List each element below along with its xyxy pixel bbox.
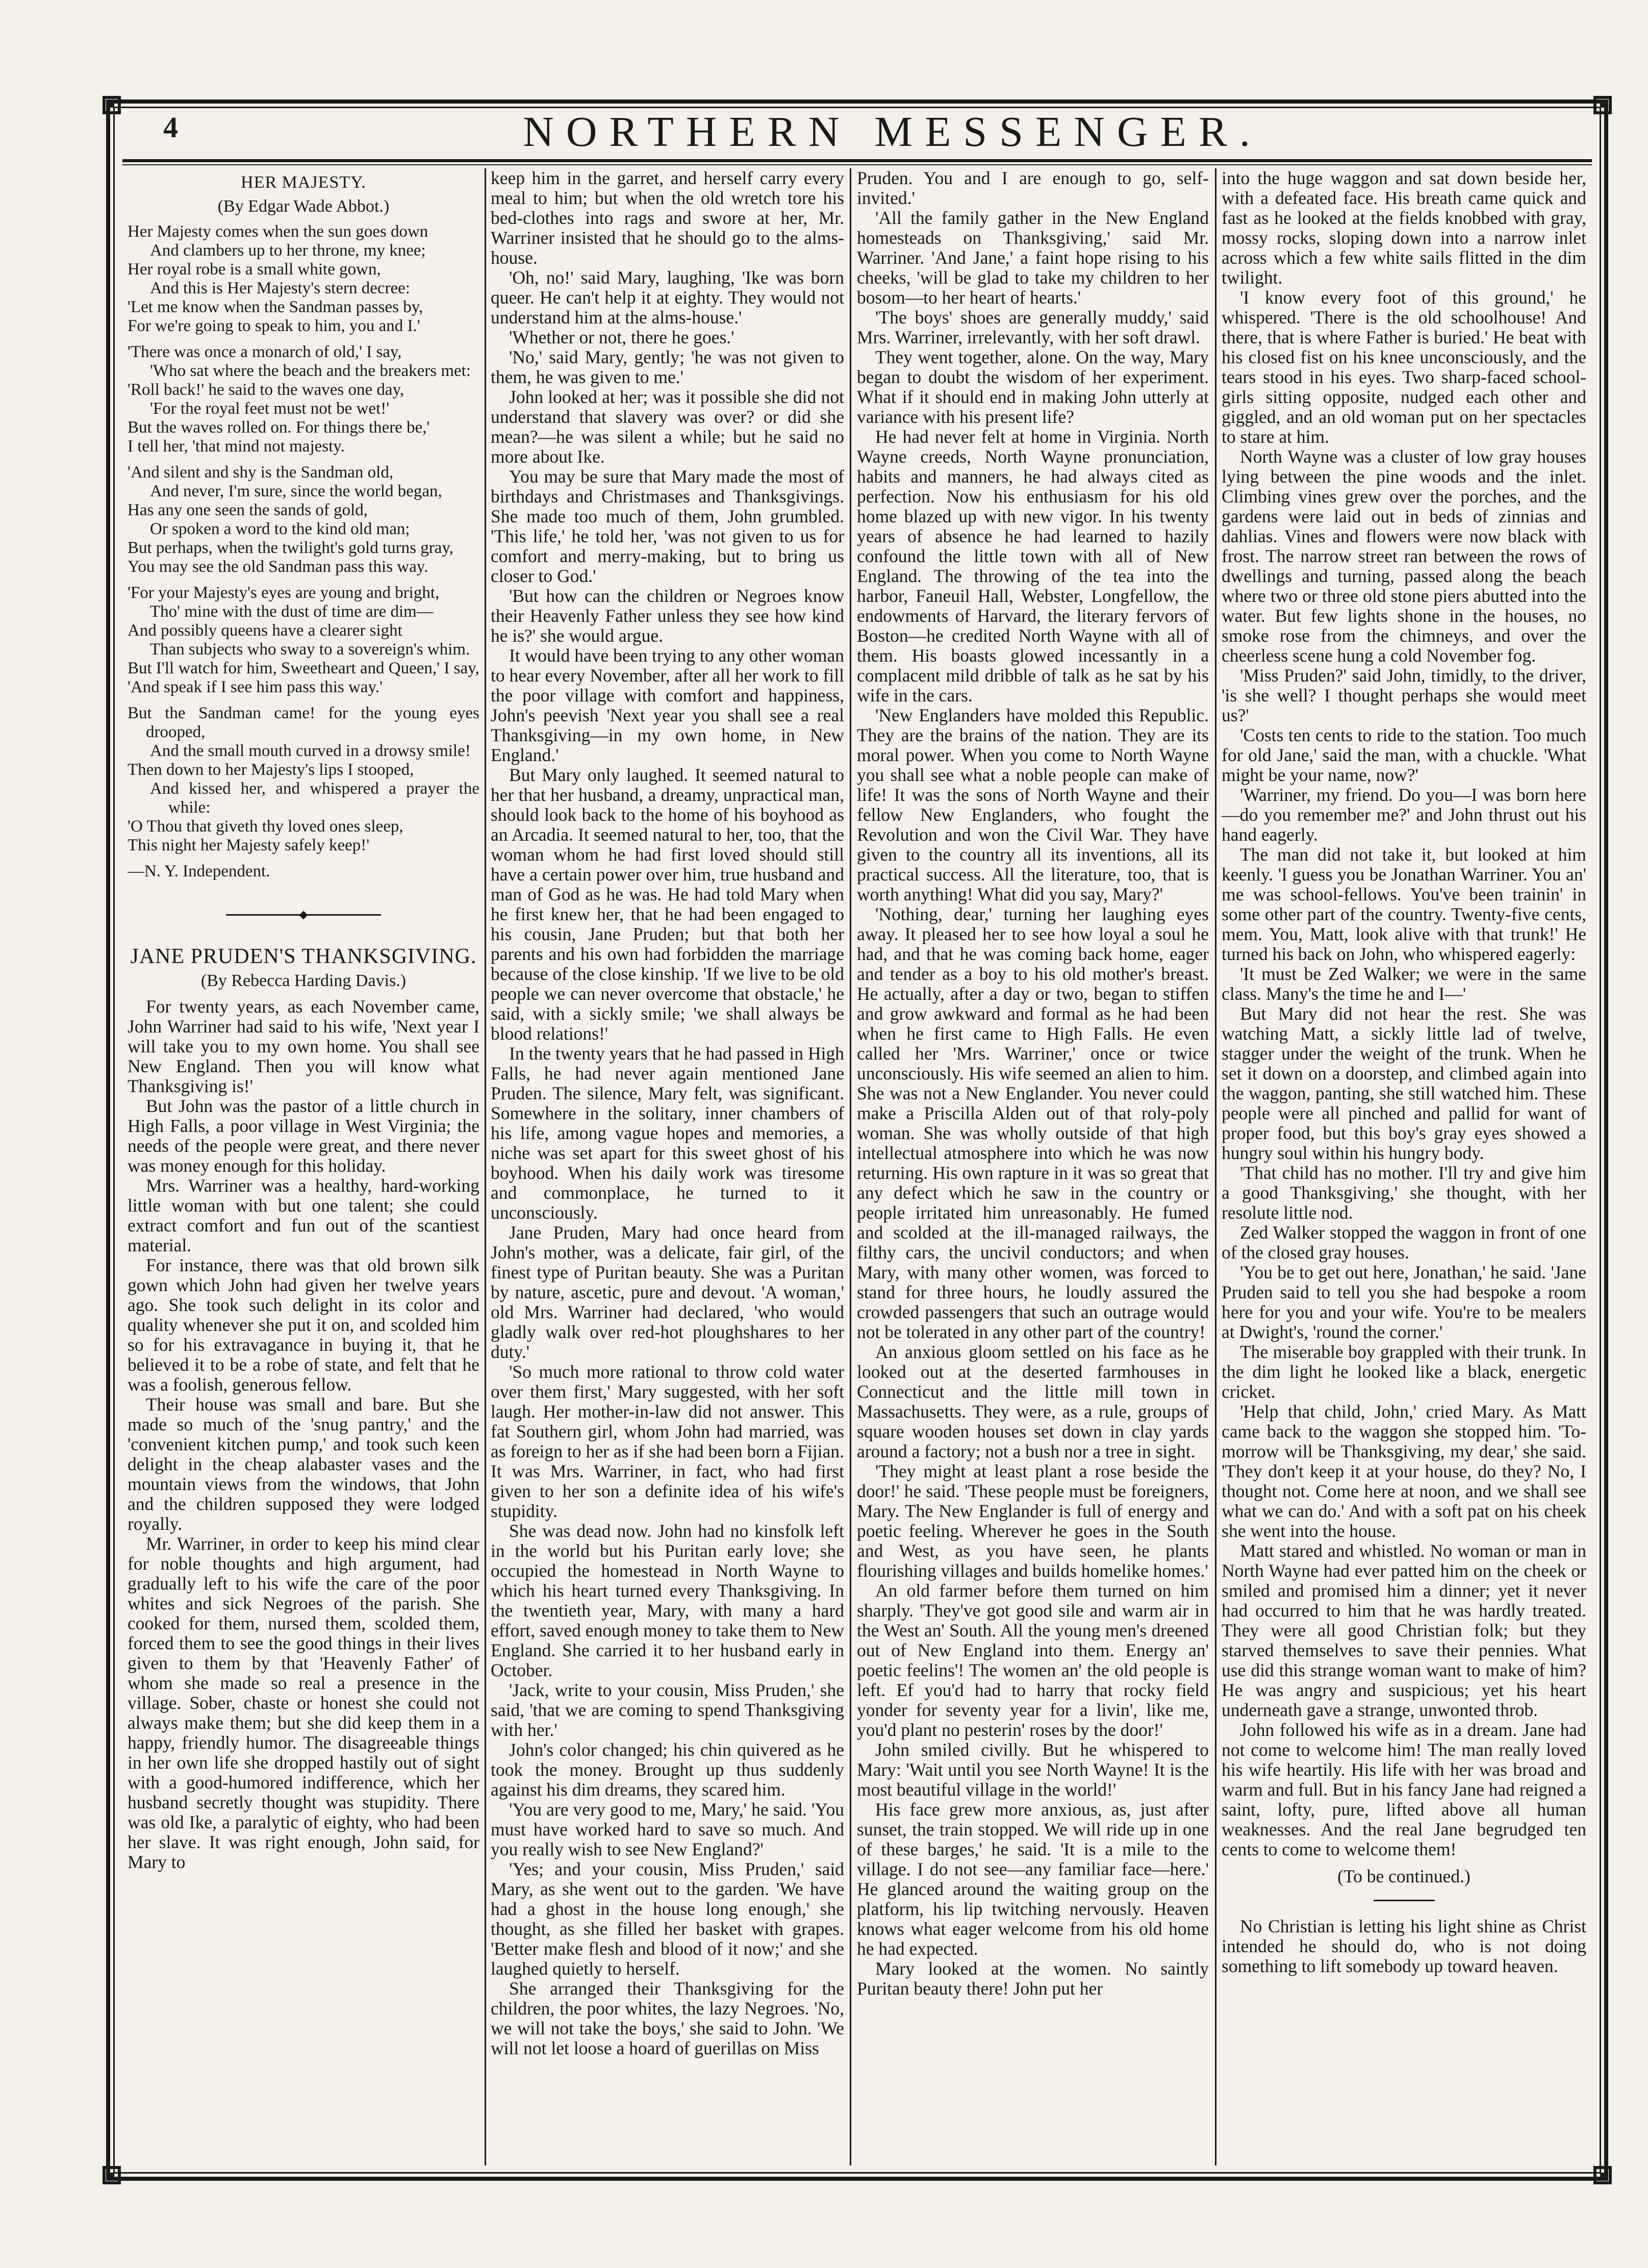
story-paragraph: Jane Pruden, Mary had once heard from John's mother, was a delicate, fair girl, of the finest type of Puritan beauty. She was a Puritan by nature, ascetic, pure and devout. 'A woman,' old Mrs. Warriner had declared, 'who would gladly walk over red-hot ploughshares to her duty.' (491, 1222, 844, 1362)
poem-line: But the Sandman came! for the young eyes drooped, (128, 704, 479, 741)
story-paragraph: 'Oh, no!' said Mary, laughing, 'Ike was born queer. He can't help it at eighty. They would not understand him at the alms-house.' (491, 267, 844, 327)
poem-line: Then down to her Majesty's lips I stooped, (128, 761, 414, 779)
story-paragraph: Pruden. You and I are enough to go, self-invited.' (857, 168, 1209, 208)
column-2 (491, 168, 844, 2163)
story-paragraph: For instance, there was that old brown silk gown which John had given her twelve years ago. She took such delight in its color and quality whenever she put it on, and scolded him so for his extravagance in buying it, that he believed it to be a robe of state, and felt that he was a foolish, generous fellow. (128, 1255, 479, 1395)
poem-line: 'For your Majesty's eyes are young and bright, (128, 584, 440, 602)
filler-paragraph: No Christian is letting his light shine as Christ intended he should do, who is not doing something to lift somebody up toward heaven. (1222, 1916, 1586, 1976)
poem-line: Her royal robe is a small white gown, (128, 260, 381, 279)
poem-stanza (128, 584, 479, 697)
column-3 (857, 168, 1209, 2163)
poem-stanza (128, 463, 479, 576)
story-paragraph: 'You are very good to me, Mary,' he said. 'You must have worked hard to save so much. And you really wish to see New England?' (491, 1799, 844, 1859)
poem-line: And kissed her, and whispered a prayer the while: (150, 779, 479, 817)
poem-stanza (128, 343, 479, 456)
poem-line: Than subjects who sway to a sovereign's whim. (150, 640, 470, 659)
column-4 (1222, 168, 1586, 2163)
story-paragraph: 'All the family gather in the New England homesteads on Thanksgiving,' said Mr. Warriner. 'And Jane,' a faint hope rising to his cheeks, 'will be glad to take my children to her bosom—to her heart of hearts.' (857, 208, 1209, 308)
poem-credit: —N. Y. Independent. (128, 862, 270, 880)
masthead-title: NORTHERN MESSENGER. (523, 108, 1262, 156)
story-paragraph: It would have been trying to any other woman to hear every November, after all her work to fill the poor village with comfort and happiness, John's peevish 'Next year you shall see a real Thanksgiving—in my own home, in New England.' (491, 645, 844, 765)
story-paragraph: An anxious gloom settled on his face as he looked out at the deserted farmhouses in Connecticut and the little mill town in Massachusetts. They were, as a rule, groups of square wooden houses set down in clay yards around a factory; not a bush nor a tree in sight. (857, 1342, 1209, 1461)
story-paragraph: 'Jack, write to your cousin, Miss Pruden,' she said, 'that we are coming to spend Thanksgiving with her.' (491, 1680, 844, 1740)
story-paragraph: John's color changed; his chin quivered as he took the money. Brought up thus suddenly against his dim dreams, they scared him. (491, 1740, 844, 1800)
story-paragraph: 'Warriner, my friend. Do you—I was born here—do you remember me?' and John thrust out his hand eagerly. (1222, 785, 1586, 845)
story-paragraph: She arranged their Thanksgiving for the children, the poor whites, the lazy Negroes. 'No, we will not take the boys,' she said to John. 'We will not let loose a hoard of guerillas on Miss (491, 1978, 844, 2058)
story-paragraph: 'So much more rational to throw cold water over them first,' Mary suggested, with her soft laugh. Her mother-in-law did not answer. This fat Southern girl, whom John had married, was as foreign to her as if she had been born a Fijian. It was Mrs. Warriner, in fact, who had first given to her son a definite idea of his wife's stupidity. (491, 1362, 844, 1521)
story-paragraph: Their house was small and bare. But she made so much of the 'snug pantry,' and the 'convenient kitchen pump,' and took such keen delight in the cheap alabaster vases and the mountain views from the windows, that John and the children supposed they were lodged royally. (128, 1394, 479, 1534)
poem-line: But perhaps, when the twilight's gold turns gray, (128, 539, 453, 557)
poem-line: 'And speak if I see him pass this way.' (128, 678, 383, 696)
continued-notice: (To be continued.) (1337, 1866, 1470, 1886)
story-paragraph: An old farmer before them turned on him sharply. 'They've got good sile and warm air in the West an' South. All the young men's dreened out of New England into them. Energy an' poetic feelins'! The women an' the old people is left. Ef you'd had to harry that rocky field yonder for seventy year for a livin', like me, you'd plant no pesterin' roses by the door!' (857, 1580, 1209, 1740)
story-paragraph: 'They might at least plant a rose beside the door!' he said. 'These people must be foreigners, Mary. The New Englander is full of energy and poetic feeling. Wherever he goes in the South and West, as you have seen, he plants flourishing villages and builds homelike homes.' (857, 1461, 1209, 1581)
story-paragraph: into the huge waggon and sat down beside her, with a defeated face. His breath came quick and fast as he looked at the fields knobbed with gray, mossy rocks, sloping down into a narrow inlet across which a few white sails flitted in the dim twilight. (1222, 168, 1586, 288)
poem-line: For we're going to speak to him, you and I.' (128, 317, 420, 335)
column-divider (485, 168, 486, 2165)
poem-line: But I'll watch for him, Sweetheart and Queen,' I say, (128, 659, 479, 677)
story-paragraph: But John was the pastor of a little church in High Falls, a poor village in West Virginia; the needs of the people were great, and there never was money enough for this holiday. (128, 1096, 479, 1176)
story-paragraph: North Wayne was a cluster of low gray houses lying between the pine woods and the inlet. Climbing vines grew over the porches, and the gardens were laid out in beds of zinnias and dahlias. Vines and flowers were now black with frost. The narrow street ran between the rows of dwellings and turning, passed along the beach where two or three old stone piers abutted into the water. But few lights shone in the houses, no smoke rose from the chimneys, and over the cheerless scene hung a cold November fog. (1222, 446, 1586, 666)
story-paragraph: keep him in the garret, and herself carry every meal to him; but when the old wretch tore his bed-clothes into rags and swore at her, Mr. Warriner insisted that he should go to the alms-house. (491, 168, 844, 268)
story-paragraph: Matt stared and whistled. No woman or man in North Wayne had ever patted him on the cheek or smiled and promised him a dinner; yet it never had occurred to him that he was hardly treated. They were all good Christian folk; but they starved themselves to save their pennies. What use did this strange woman want to make of him? He was angry and suspicious; yet his heart underneath gave a strange, unwonted throb. (1222, 1541, 1586, 1720)
story-paragraph: He had never felt at home in Virginia. North Wayne creeds, North Wayne pronunciation, habits and manners, he had always cited as perfection. Now his enthusiasm for his old home blazed up with new vigor. In his twenty years of absence he had learned to hazily confound the little town with all of New England. The throwing of the tea into the harbor, Faneuil Hall, Webster, Longfellow, the endowments of Harvard, the literary fervors of Boston—he credited North Wayne with all of them. His boasts glowed incessantly in a complacent mild dribble of talk as he sat by his wife in the cars. (857, 426, 1209, 705)
story-paragraph: John followed his wife as in a dream. Jane had not come to welcome him! The man really loved his wife heartily. His life with her was broad and warm and full. But in his fancy Jane had reigned a saint, lofty, pure, lifted above all human weaknesses. And the real Jane begrudged ten cents to come to welcome them! (1222, 1720, 1586, 1859)
story-paragraph: 'Whether or not, there he goes.' (509, 327, 734, 347)
poem-line: 'Who sat where the beach and the breakers met: (150, 362, 471, 380)
poem-title: HER MAJESTY. (241, 173, 366, 192)
poem-line: Or spoken a word to the kind old man; (150, 520, 410, 538)
poem-line: And possibly queens have a clearer sight (128, 621, 402, 640)
story-title: JANE PRUDEN'S THANKSGIVING. (130, 945, 477, 968)
story-paragraph: John looked at her; was it possible she did not understand that slavery was over? or did she mean?—he was silent a while; but he said no more about Ike. (491, 387, 844, 467)
poem-line: And this is Her Majesty's stern decree: (150, 279, 410, 297)
poem-line: 'Roll back!' he said to the waves one day, (128, 381, 404, 399)
story-paragraph: Mrs. Warriner was a healthy, hard-working little woman with but one talent; she could extract comfort and fun out of the scantiest material. (128, 1175, 479, 1255)
story-paragraph: For twenty years, as each November came, John Warriner had said to his wife, 'Next year I will take you to my own home. You shall see New England. Then you will know what Thanksgiving is!' (128, 996, 479, 1096)
story-paragraph: 'You be to get out here, Jonathan,' he said. 'Jane Pruden said to tell you she had bespoke a room here for you and your wife. You're to be mealers at Dwight's, 'round the corner.' (1222, 1262, 1586, 1342)
story-paragraph: 'I know every foot of this ground,' he whispered. 'There is the old schoolhouse! And there, that is where Father is buried.' He beat with his closed fist on his knee unconsciously, and the tears stood in his eyes. Two sharp-faced school-girls sitting opposite, nudged each other and giggled, and an old woman put on her spectacles to stare at him. (1222, 287, 1586, 447)
poem-line: This night her Majesty safely keep!' (128, 836, 370, 854)
corner-ornament-icon (1588, 90, 1617, 120)
poem-line: And clambers up to her throne, my knee; (150, 241, 426, 260)
corner-ornament-icon (1588, 2160, 1617, 2190)
poem-byline: (By Edgar Wade Abbot.) (217, 197, 390, 216)
poem-line: You may see the old Sandman pass this way. (128, 558, 428, 576)
poem-line: I tell her, 'that mind not majesty. (128, 437, 345, 456)
column-1 (128, 168, 479, 2163)
poem-line: And never, I'm sure, since the world began, (150, 482, 442, 500)
poem-line: 'For the royal feet must not be wet!' (150, 399, 390, 418)
story-paragraph: Mr. Warriner, in order to keep his mind clear for noble thoughts and high argument, had gradually left to his wife the care of the poor whites and sick Negroes of the parish. She cooked for them, nursed them, scolded them, forced them to see the good things in their lives given to them by that 'Heavenly Father' of whom she made so real a presence in the village. Sober, chaste or honest she could not always make them; but she did keep them in a happy, friendly humor. The disagreeable things in her own life she dropped hastily out of sight with a good-humored indifference, which her husband secretly thought was stupidity. There was old Ike, a paralytic of eighty, who had been her slave. It was right enough, John said, for Mary to (128, 1533, 479, 1872)
story-paragraph: But Mary did not hear the rest. She was watching Matt, a sickly little lad of twelve, stagger under the weight of the trunk. When he set it down on a doorstep, and climbed again into the waggon, panting, she still watched him. These people were all pinched and pallid for want of proper food, but this boy's gray eyes showed a hungry soul within his hungry body. (1222, 1003, 1586, 1163)
story-byline: (By Rebecca Harding Davis.) (200, 971, 407, 990)
section-divider-icon (128, 903, 479, 923)
story-paragraph: 'Costs ten cents to ride to the station. Too much for old Jane,' said the man, with a chuckle. 'What might be your name, now?' (1222, 725, 1586, 785)
poem-stanza (128, 222, 479, 336)
poem-line: Has any one seen the sands of gold, (128, 501, 368, 519)
poem-line: 'There was once a monarch of old,' I say, (128, 343, 402, 361)
story-paragraph: The man did not take it, but looked at him keenly. 'I guess you be Jonathan Warriner. You an' me was school-fellows. You've been trainin' in some other part of the country. Twenty-five cents, mem. You, Matt, look alive with that trunk!' He turned his back on John, who whispered eagerly: (1222, 844, 1586, 964)
story-paragraph: John smiled civilly. But he whispered to Mary: 'Wait until you see North Wayne! It is the most beautiful village in the world!' (857, 1740, 1209, 1800)
poem-line: And the small mouth curved in a drowsy smile! (150, 742, 471, 760)
column-divider (850, 168, 851, 2165)
masthead-rule (122, 159, 1592, 162)
story-paragraph: But Mary only laughed. It seemed natural to her that her husband, a dreamy, unpractical man, should look back to the home of his boyhood as an Arcadia. It seemed natural to her, too, that the woman whom he had first loved should still have a certain power over him, true husband and man of God as he was. He had told Mary when he first knew her, that he had been engaged to his cousin, Jane Pruden; but that both her parents and his own had forbidden the marriage because of the close kinship. 'If we live to be old people we can never overcome that obstacle,' he said, with a sickly smile; 'we shall always be blood relations!' (491, 765, 844, 1044)
page-number: 4 (163, 111, 178, 144)
poem-line: 'And silent and shy is the Sandman old, (128, 463, 394, 482)
story-paragraph: His face grew more anxious, as, just after sunset, the train stopped. We will ride up in one of these barges,' he said. 'It is a mile to the village. I do not see—any familiar face—here.' He glanced around the waiting group on the platform, his lip twitching nervously. Heaven knows what eager welcome from his old home he had expected. (857, 1799, 1209, 1959)
story-paragraph: 'The boys' shoes are generally muddy,' said Mrs. Warriner, irrelevantly, with her soft drawl. (857, 307, 1209, 347)
poem-line: Her Majesty comes when the sun goes down (128, 222, 428, 241)
story-paragraph: 'But how can the children or Negroes know their Heavenly Father unless they see how kind he is?' she would argue. (491, 586, 844, 646)
story-paragraph: 'Miss Pruden?' said John, timidly, to the driver, 'is she well? I thought perhaps she would meet us?' (1222, 665, 1586, 725)
corner-ornament-icon (97, 2160, 126, 2190)
story-paragraph: Zed Walker stopped the waggon in front of one of the closed gray houses. (1222, 1222, 1586, 1263)
poem-body (128, 222, 479, 881)
story-paragraph: She was dead now. John had no kinsfolk left in the world but his Puritan early love; she occupied the homestead in North Wayne to which his heart turned every Thanksgiving. In the twentieth year, Mary, with many a hard effort, saved enough money to take them to New England. She carried it to her husband early in October. (491, 1521, 844, 1680)
masthead-rule (122, 164, 1592, 165)
story-paragraph: 'Yes; and your cousin, Miss Pruden,' said Mary, as she went out to the garden. 'We have had a ghost in the house long enough,' she thought, as she filled her basket with grapes. 'Better make flesh and blood of it now;' and she laughed quietly to herself. (491, 1859, 844, 1979)
story-paragraph: 'Help that child, John,' cried Mary. As Matt came back to the waggon she stopped him. 'To-morrow will be Thanksgiving, my dear,' she said. 'They don't keep it at your house, do they? No, I thought not. Come here at noon, and we shall see what we can do.' And with a soft pat on his cheek she went into the house. (1222, 1401, 1586, 1541)
story-paragraph: 'It must be Zed Walker; we were in the same class. Many's the time he and I—' (1222, 964, 1586, 1004)
poem-line: Tho' mine with the dust of time are dim— (150, 602, 434, 621)
story-paragraph: 'That child has no mother. I'll try and give him a good Thanksgiving,' she thought, with her resolute little nod. (1222, 1163, 1586, 1223)
story-paragraph: 'Nothing, dear,' turning her laughing eyes away. It pleased her to see how loyal a soul he had, and that he was coming back home, eager and tender as a boy to his old mother's breast. He actually, after a day or two, began to stiffen and grow awkward and formal as he had been when he first came to High Falls. He even called her 'Mrs. Warriner,' once or twice unconsciously. His wife seemed an alien to him. She was not a New Englander. You never could make a Priscilla Alden out of that roly-poly woman. She was wholly outside of that high intellectual atmosphere into which he was now returning. His own rapture in it was so great that any defect which he saw in the country or people irritated him unreasonably. He fumed and scolded at the ill-managed railways, the filthy cars, the uncivil conductors; and when Mary, with many other women, was forced to stand for three hours, he loudly assured the crowded passengers that such an outrage would not be tolerated in any other part of the country! (857, 904, 1209, 1342)
column-divider (1215, 168, 1216, 2165)
poem-stanza (128, 704, 479, 855)
story-paragraph: 'New Englanders have molded this Republic. They are the brains of the nation. They are its moral power. When you come to North Wayne you shall see what a noble people can make of life! It was the sons of North Wayne and their fellow New Englanders, who fought the Revolution and won the Civil War. They have given to the country all its inventions, all its practical success. All the literature, too, that is worth anything! What did you say, Mary?' (857, 705, 1209, 904)
poem-line: 'Let me know when the Sandman passes by, (128, 298, 423, 316)
poem-line: But the waves rolled on. For things there be,' (128, 418, 430, 437)
poem-line: 'O Thou that giveth thy loved ones sleep, (128, 817, 403, 836)
story-paragraph: You may be sure that Mary made the most of birthdays and Christmases and Thanksgivings. She made too much of them, John grumbled. 'This life,' he told her, 'was not given to us for comfort and merry-making, but to bring us closer to God.' (491, 466, 844, 586)
story-paragraph: Mary looked at the women. No saintly Puritan beauty there! John put her (857, 1958, 1209, 1999)
story-paragraph: 'No,' said Mary, gently; 'he was not given to them, he was given to me.' (491, 347, 844, 387)
corner-ornament-icon (97, 90, 126, 120)
section-divider (1374, 1900, 1435, 1901)
story-paragraph: They went together, alone. On the way, Mary began to doubt the wisdom of her experiment. What if it should end in making John utterly at variance with his present life? (857, 347, 1209, 427)
story-paragraph: In the twenty years that he had passed in High Falls, he had never again mentioned Jane Pruden. The silence, Mary felt, was significant. Somewhere in the solitary, inner chambers of his life, among vague hopes and memories, a niche was set apart for this sweet ghost of his boyhood. When his daily work was tiresome and commonplace, he turned to it unconsciously. (491, 1043, 844, 1223)
story-paragraph: The miserable boy grappled with their trunk. In the dim light he looked like a black, energetic cricket. (1222, 1342, 1586, 1402)
